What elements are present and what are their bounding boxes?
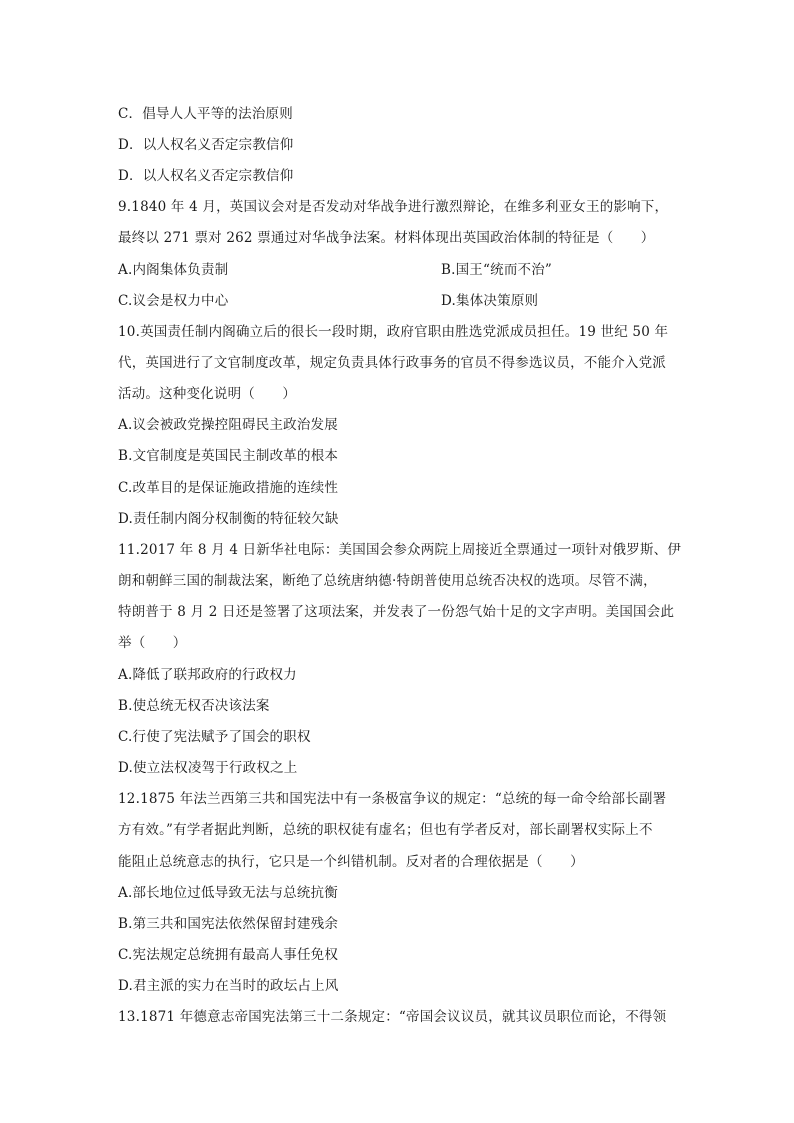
q8-option-d: D．以人权名义否定宗教信仰 [118, 168, 294, 184]
q9-stem-line-1: 9.1840 年 4 月，英国议会对是否发动对华战争进行激烈辩论，在维多利亚女王的影响下， [118, 199, 669, 215]
q12-option-a: A.部长地位过低导致无法与总统抗衡 [118, 885, 338, 901]
q10-stem-line-1: 10.英国责任制内阁确立后的很长一段时期，政府官职由胜选党派成员担任。19 世纪 50 年 [118, 324, 669, 340]
q11-option-c: C.行使了宪法赋予了国会的职权 [118, 729, 311, 745]
q9-option-c: C.议会是权力中心 [118, 293, 229, 309]
q10-stem-line-2: 代，英国进行了文官制度改革，规定负责具体行政事务的官员不得参选议员，不能介入党派 [118, 355, 666, 371]
q12-option-c: C.宪法规定总统拥有最高人事任免权 [118, 947, 339, 963]
q10-option-a: A.议会被政党操控阻碍民主政治发展 [118, 417, 338, 433]
q12-option-d: D.君主派的实力在当时的政坛占上风 [118, 978, 339, 994]
q11-stem-line-4: 举（ ） [118, 635, 187, 651]
q8-option-b: C．倡导人人平等的法治原则 [118, 106, 293, 122]
q10-option-b: B.文官制度是英国民主制改革的根本 [118, 448, 339, 464]
q11-stem-line-2: 朗和朝鲜三国的制裁法案，断绝了总统唐纳德·特朗普使用总统否决权的选项。尽管不满， [118, 573, 657, 589]
q12-option-b: B.第三共和国宪法依然保留封建残余 [118, 916, 339, 932]
q9-option-a: A.内阁集体负责制 [118, 262, 229, 278]
q9-option-b: B.国王“统而不治” [441, 262, 553, 278]
q8-option-c: D．以人权名义否定宗教信仰 [118, 137, 294, 153]
q10-stem-line-3: 活动。这种变化说明（ ） [118, 386, 297, 402]
q9-stem-line-2: 最终以 271 票对 262 票通过对华战争法案。材料体现出英国政治体制的特征是（ ） [118, 230, 655, 246]
q12-stem-line-1: 12.1875 年法兰西第三共和国宪法中有一条极富争议的规定：“总统的每一命令给部长副署 [118, 791, 667, 807]
q13-stem-line-1: 13.1871 年德意志帝国宪法第三十二条规定：“帝国会议议员，就其议员职位而论，不得领 [118, 1009, 667, 1025]
q12-stem-line-3: 能阻止总统意志的执行，它只是一个纠错机制。反对者的合理依据是（ ） [118, 854, 584, 870]
q11-option-b: B.使总统无权否决该法案 [118, 698, 270, 714]
q11-stem-line-1: 11.2017 年 8 月 4 日新华社电际：美国国会参众两院上周接近全票通过一项针对俄罗斯、伊 [118, 542, 682, 558]
q11-option-a: A.降低了联邦政府的行政权力 [118, 667, 297, 683]
q9-option-d: D.集体决策原则 [441, 293, 539, 309]
q10-option-c: C.改革目的是保证施政措施的连续性 [118, 480, 339, 496]
q10-option-d: D.责任制内阁分权制衡的特征较欠缺 [118, 511, 339, 527]
q12-stem-line-2: 方有效。”有学者据此判断，总统的职权徒有虚名；但也有学者反对，部长副署权实际上不 [118, 822, 653, 838]
q11-option-d: D.使立法权凌驾于行政权之上 [118, 760, 298, 776]
q11-stem-line-3: 特朗普于 8 月 2 日还是签署了这项法案，并发表了一份怨气始十足的文字声明。美国国会此 [118, 604, 675, 620]
